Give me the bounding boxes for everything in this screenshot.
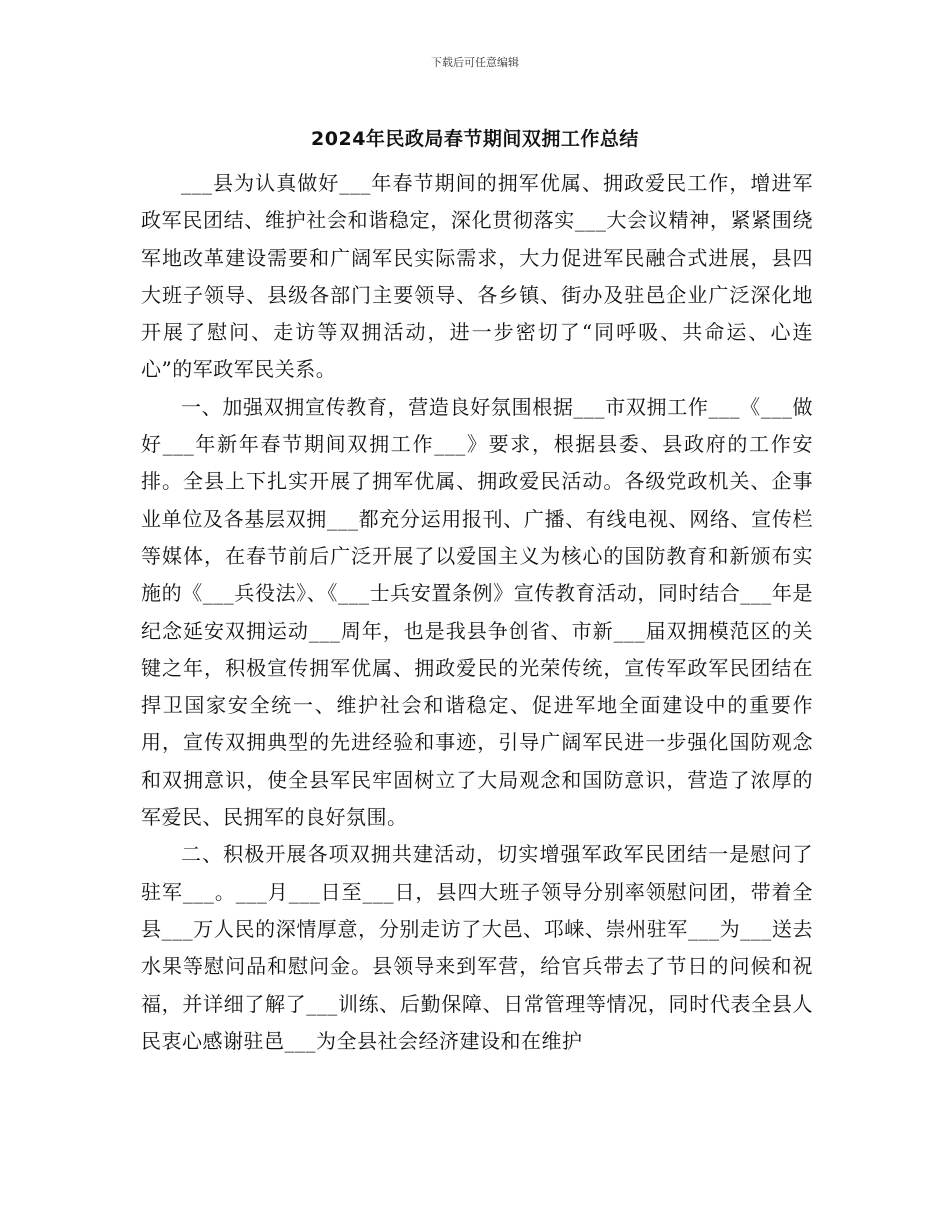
header-note: 下载后可任意编辑 (431, 56, 519, 69)
document-body (141, 165, 813, 1060)
paragraph-intro: ___县为认真做好___年春节期间的拥军优属、拥政爱民工作，增进军政军民团结、维护社会和谐稳定，深化贯彻落实___大会议精神，紧紧围绕军地改革建设需要和广阔军民实际需求，大力促进军民融合式进展，县四大班子领导、县级各部门主要领导、各乡镇、街办及驻邑企业广泛深化地开展了慰问、走访等双拥活动，进一步密切了“同呼吸、共命运、心连心”的军政军民关系。 (141, 171, 813, 382)
paragraph-section-two: 二、积极开展各项双拥共建活动，切实增强军政军民团结一是慰问了驻军___。___月___日至___日，县四大班子领导分别率领慰问团，带着全县___万人民的深情厚意，分别走访了大邑、邛崃、崇州驻军___为___送去水果等慰问品和慰问金。县领导来到军营，给官兵带去了节日的问候和祝福，并详细了解了___训练、后勤保障、日常管理等情况，同时代表全县人民衷心感谢驻邑___为全县社会经济建设和在维护 (141, 842, 813, 1053)
page-title: 2024年民政局春节期间双拥工作总结 (311, 128, 639, 150)
paragraph-section-one: 一、加强双拥宣传教育，营造良好氛围根据___市双拥工作___《___做好___年新年春节期间双拥工作___》要求，根据县委、县政府的工作安排。全县上下扎实开展了拥军优属、拥政爱民活动。各级党政机关、企事业单位及各基层双拥___都充分运用报刊、广播、有线电视、网络、宣传栏等媒体，在春节前后广泛开展了以爱国主义为核心的国防教育和新颁布实施的《___兵役法》、《___士兵安置条例》宣传教育活动，同时结合___年是纪念延安双拥运动___周年，也是我县争创省、市新___届双拥模范区的关键之年，积极宣传拥军优属、拥政爱民的光荣传统，宣传军政军民团结在捍卫国家安全统一、维护社会和谐稳定、促进军地全面建设中的重要作用，宣传双拥典型的先进经验和事迹，引导广阔军民进一步强化国防观念和双拥意识，使全县军民牢固树立了大局观念和国防意识，营造了浓厚的军爱民、民拥军的良好氛围。 (141, 394, 813, 830)
